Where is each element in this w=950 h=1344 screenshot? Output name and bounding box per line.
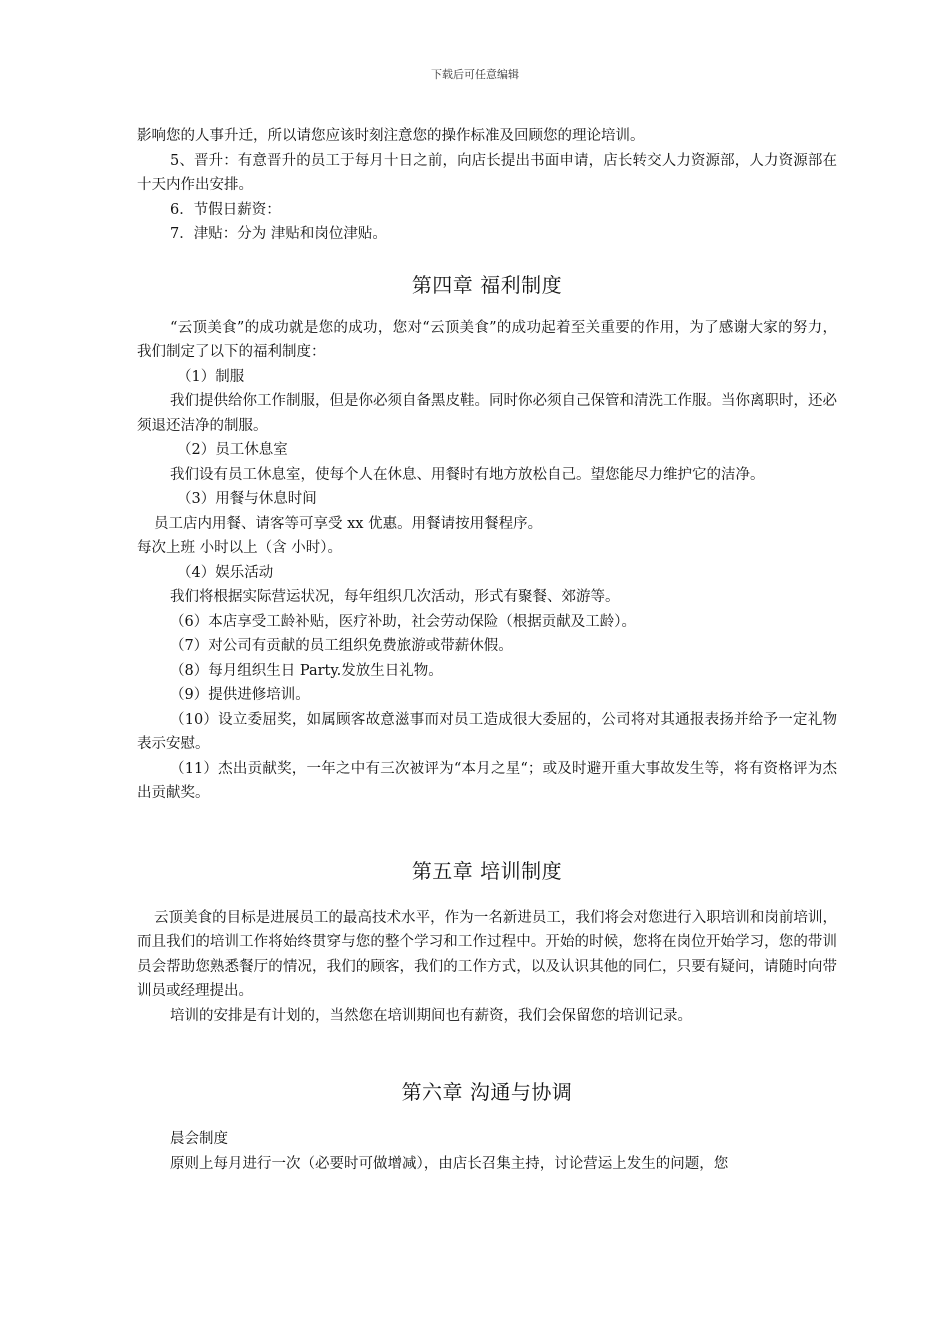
- benefit-4-text: 我们将根据实际营运状况，每年组织几次活动，形式有聚餐、郊游等。: [170, 589, 620, 605]
- paragraph-allowance: 7．津贴：分为 津贴和岗位津贴。: [170, 226, 387, 242]
- morning-meeting-text: 原则上每月进行一次（必要时可做增减），由店长召集主持，讨论营运上发生的问题，您: [170, 1155, 729, 1172]
- benefit-2-title: （2）员工休息室: [177, 442, 288, 458]
- page-header: 下载后可任意编辑: [431, 68, 519, 81]
- benefit-3-text-1: 员工店内用餐、请客等可享受 xx 优惠。用餐请按用餐程序。: [154, 515, 543, 532]
- benefit-10: （10）设立委屈奖，如属顾客故意滋事而对员工造成很大委屈的，公司将对其通报表扬并给予一定礼物表示安慰。: [137, 711, 837, 752]
- benefit-11: （11）杰出贡献奖，一年之中有三次被评为“本月之星“；或及时避开重大事故发生等，将有资格评为杰出贡献奖。: [137, 760, 837, 801]
- paragraph-promotion-impact: 影响您的人事升迁，所以请您应该时刻注意您的操作标准及回顾您的理论培训。: [137, 128, 645, 144]
- chapter-4-title: 第四章 福利制度: [411, 272, 563, 297]
- chapter-6-title: 第六章 沟通与协调: [401, 1080, 573, 1104]
- training-paragraph-1: 云顶美食的目标是进展员工的最高技术水平，作为一名新进员工，我们将会对您进行入职培训和岗前培训，而且我们的培训工作将始终贯穿与您的整个学习和工作过程中。开始的时候，您将在岗位开始学习，您的带训员会帮助您熟悉餐厅的情况，我们的顾客，我们的工作方式，以及认识其他的同仁，只要有疑问，请随时向带训员或经理提出。: [137, 909, 837, 999]
- benefit-7: （7）对公司有贡献的员工组织免费旅游或带薪休假。: [170, 638, 513, 654]
- document-body: [137, 124, 837, 1176]
- paragraph-holiday-pay: 6．节假日薪资：: [170, 201, 281, 218]
- benefit-2-text: 我们设有员工休息室，使每个人在休息、用餐时有地方放松自己。望您能尽力维护它的洁净。: [170, 466, 765, 483]
- benefit-3-text-2: 每次上班 小时以上（含 小时）。: [137, 540, 342, 556]
- chapter-4-intro: “云顶美食”的成功就是您的成功，您对“云顶美食”的成功起着至关重要的作用，为了感谢大家的努力，我们制定了以下的福利制度：: [137, 319, 837, 360]
- benefit-4-title: （4）娱乐活动: [177, 564, 274, 581]
- benefit-6: （6）本店享受工龄补贴，医疗补助，社会劳动保险（根据贡献及工龄）。: [170, 613, 636, 630]
- benefit-3-title: （3）用餐与休息时间: [177, 491, 317, 507]
- morning-meeting-title: 晨会制度: [170, 1131, 228, 1147]
- benefit-1-text: 我们提供给你工作制服，但是你必须自备黑皮鞋。同时你必须自己保管和清洗工作服。当你离职时，还必须退还洁净的制服。: [137, 393, 837, 434]
- benefit-1-title: （1）制服: [177, 368, 245, 385]
- benefit-9: （9）提供进修培训。: [170, 687, 310, 703]
- paragraph-promotion: 5、晋升：有意晋升的员工于每月十日之前，向店长提出书面申请，店长转交人力资源部，人力资源部在十天内作出安排。: [137, 152, 837, 193]
- benefit-8: （8）每月组织生日 Party.发放生日礼物。: [170, 662, 443, 679]
- chapter-5-title: 第五章 培训制度: [411, 858, 563, 883]
- training-paragraph-2: 培训的安排是有计划的，当然您在培训期间也有薪资，我们会保留您的培训记录。: [170, 1007, 692, 1024]
